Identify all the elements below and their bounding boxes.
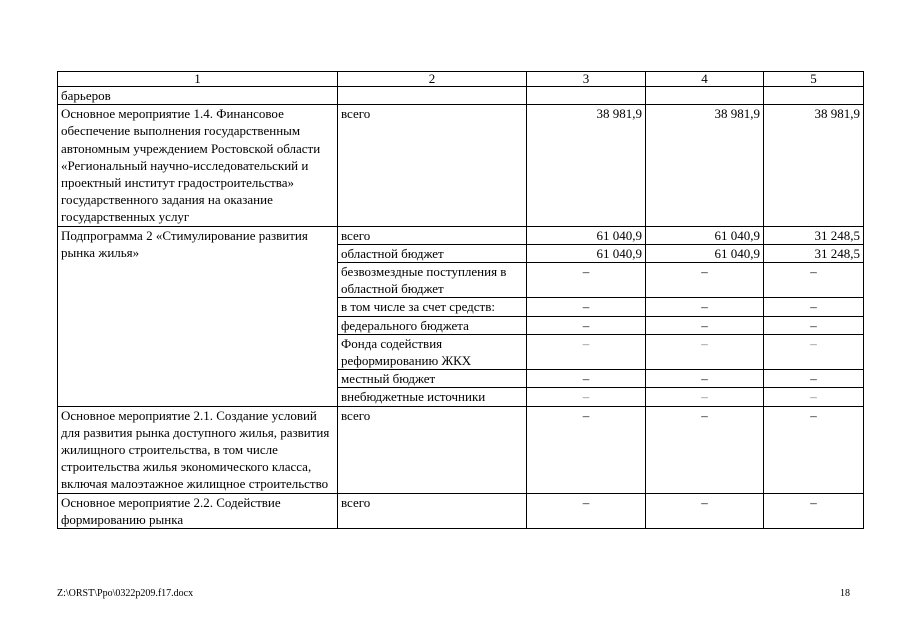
value-col-4: – <box>646 316 764 334</box>
value-col-4: – <box>646 263 764 298</box>
source-cell: Фонда содействия реформированию ЖКХ <box>338 334 527 369</box>
source-cell: всего <box>338 406 527 493</box>
value-col-5: – <box>764 406 864 493</box>
value-col-5: – <box>764 370 864 388</box>
table-row <box>58 406 864 493</box>
value-col-5: 31 248,5 <box>764 226 864 244</box>
source-cell: внебюджетные источники <box>338 388 527 406</box>
row-label: Основное мероприятие 1.4. Финансовое обеспечение выполнения государственным автономным учреждением Ростовской области «Региональный научно-исследовательский и проектный институт градостроительства» государственного задания на оказание государственных услуг <box>58 105 338 226</box>
source-cell: местный бюджет <box>338 370 527 388</box>
value-col-4: – <box>646 493 764 528</box>
value-col-5: 31 248,5 <box>764 244 864 262</box>
row-label: барьеров <box>58 87 338 105</box>
row-label: Подпрограмма 2 «Стимулирование развития рынка жилья» <box>58 226 338 406</box>
header-col-4: 4 <box>646 72 764 87</box>
value-col-4: – <box>646 298 764 316</box>
table-row <box>58 226 864 244</box>
value-col-3: – <box>527 263 646 298</box>
source-cell: всего <box>338 105 527 226</box>
header-col-2: 2 <box>338 72 527 87</box>
value-col-4: 38 981,9 <box>646 105 764 226</box>
value-col-3: 61 040,9 <box>527 244 646 262</box>
value-col-5: – <box>764 316 864 334</box>
value-col-4: – <box>646 370 764 388</box>
value-col-3: – <box>527 406 646 493</box>
value-col-5: – <box>764 298 864 316</box>
value-col-4: – <box>646 406 764 493</box>
source-cell: всего <box>338 226 527 244</box>
value-col-4: – <box>646 388 764 406</box>
row-label: Основное мероприятие 2.1. Создание условий для развития рынка доступного жилья, развития жилищного строительства, в том числе строительства жилья экономического класса, включая малоэтажное жилищное строительство <box>58 406 338 493</box>
table-row <box>58 493 864 528</box>
value-col-3: 61 040,9 <box>527 226 646 244</box>
row-label: Основное мероприятие 2.2. Содействие формированию рынка <box>58 493 338 528</box>
value-col-3: – <box>527 298 646 316</box>
source-cell: областной бюджет <box>338 244 527 262</box>
footer-file-path: Z:\ORST\Ppo\0322p209.f17.docx <box>57 588 194 599</box>
source-cell: в том числе за счет средств: <box>338 298 527 316</box>
value-col-3: – <box>527 334 646 369</box>
value-col-5: – <box>764 263 864 298</box>
header-col-1: 1 <box>58 72 338 87</box>
value-col-4: 61 040,9 <box>646 244 764 262</box>
value-col-3: – <box>527 388 646 406</box>
budget-table <box>57 71 864 529</box>
value-col-5: – <box>764 493 864 528</box>
table-row <box>58 87 864 105</box>
table-row <box>58 105 864 226</box>
value-col-3: 38 981,9 <box>527 105 646 226</box>
value-col-5: 38 981,9 <box>764 105 864 226</box>
source-cell: безвозмездные поступления в областной бюджет <box>338 263 527 298</box>
header-col-5: 5 <box>764 72 864 87</box>
value-col-3: – <box>527 493 646 528</box>
value-col-3: – <box>527 316 646 334</box>
value-col-4: – <box>646 334 764 369</box>
value-col-3: – <box>527 370 646 388</box>
value-col-5: – <box>764 334 864 369</box>
source-cell: федерального бюджета <box>338 316 527 334</box>
header-col-3: 3 <box>527 72 646 87</box>
value-col-4: 61 040,9 <box>646 226 764 244</box>
table-header-row <box>58 72 864 87</box>
page-number: 18 <box>840 588 850 599</box>
source-cell: всего <box>338 493 527 528</box>
value-col-5: – <box>764 388 864 406</box>
